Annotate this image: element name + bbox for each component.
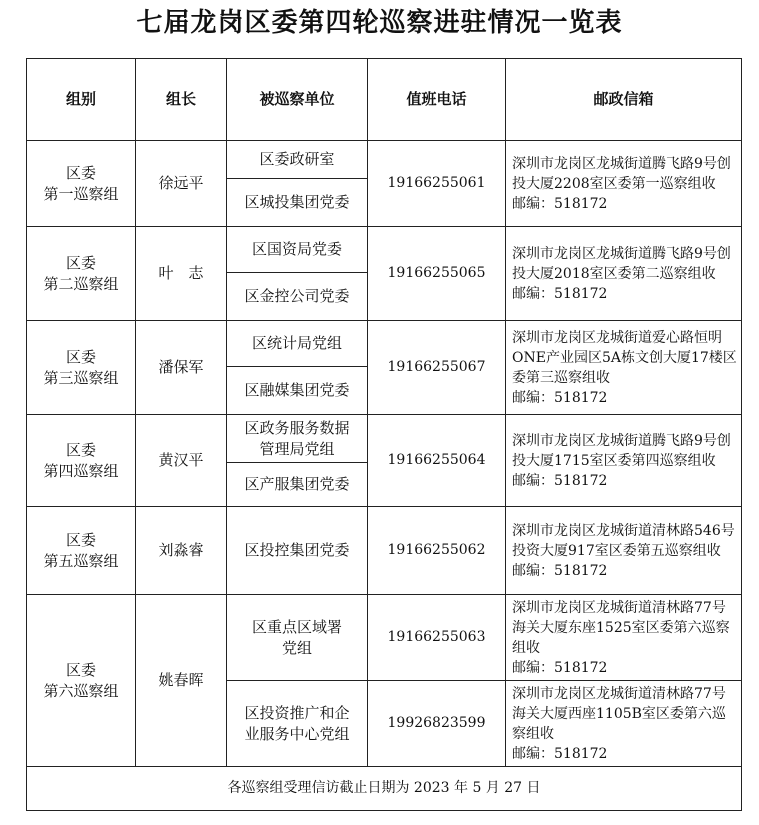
footer-row — [27, 767, 742, 811]
phone-cell: 19166255065 — [368, 227, 506, 321]
group-line1: 区委 — [65, 347, 96, 366]
group-cell — [27, 595, 136, 767]
unit-line: 党组 — [281, 638, 312, 657]
phone-cell: 19166255062 — [368, 507, 506, 595]
group-cell — [27, 415, 136, 507]
group-line2: 第三巡察组 — [43, 368, 119, 387]
header-leader: 组长 — [136, 59, 227, 141]
group-line2: 第六巡察组 — [43, 681, 119, 700]
leader-cell: 刘淼睿 — [136, 507, 227, 595]
table-row — [27, 507, 742, 595]
group-cell — [27, 507, 136, 595]
phone-cell: 19166255061 — [368, 141, 506, 227]
group-line2: 第四巡察组 — [43, 461, 119, 480]
address-text: 深圳市龙岗区龙城街道腾飞路9号创投大厦2208室区委第一巡察组收 — [512, 155, 731, 192]
leader-cell: 潘保军 — [136, 321, 227, 415]
table-row — [27, 595, 742, 681]
postcode-text: 邮编：518172 — [512, 562, 608, 579]
postcode-text: 邮编：518172 — [512, 472, 608, 489]
unit-cell — [227, 415, 368, 463]
unit-line: 管理局党组 — [259, 439, 335, 458]
group-line2: 第一巡察组 — [43, 184, 119, 203]
unit-cell — [227, 681, 368, 767]
unit-cell — [227, 321, 368, 367]
unit-line: 区投资推广和企 — [244, 703, 350, 722]
unit-cell — [227, 141, 368, 179]
group-cell — [27, 321, 136, 415]
group-line2: 第二巡察组 — [43, 274, 119, 293]
phone-cell: 19166255067 — [368, 321, 506, 415]
unit-line: 区城投集团党委 — [244, 193, 350, 211]
unit-line: 业服务中心党组 — [244, 724, 350, 743]
leader-cell: 姚春晖 — [136, 595, 227, 767]
group-line1: 区委 — [65, 253, 96, 272]
unit-line: 区统计局党组 — [251, 334, 342, 352]
leader-cell: 徐远平 — [136, 141, 227, 227]
unit-line: 区国资局党委 — [251, 240, 342, 258]
table-row — [27, 321, 742, 367]
group-line1: 区委 — [65, 440, 96, 459]
unit-cell — [227, 227, 368, 273]
unit-cell — [227, 463, 368, 507]
table-row — [27, 415, 742, 463]
postcode-text: 邮编：518172 — [512, 659, 608, 676]
address-cell — [506, 681, 742, 767]
unit-cell — [227, 367, 368, 415]
unit-cell — [227, 507, 368, 595]
address-cell — [506, 507, 742, 595]
leader-cell: 黄汉平 — [136, 415, 227, 507]
unit-line: 区投控集团党委 — [244, 541, 350, 559]
group-cell — [27, 141, 136, 227]
address-text: 深圳市龙岗区龙城街道腾飞路9号创投大厦2018室区委第二巡察组收 — [512, 245, 731, 282]
group-line2: 第五巡察组 — [43, 551, 119, 570]
header-row — [27, 59, 742, 141]
group-line1: 区委 — [65, 530, 96, 549]
address-text: 深圳市龙岗区龙城街道清林路546号投资大厦917室区委第五巡察组收 — [512, 522, 735, 559]
postcode-text: 邮编：518172 — [512, 745, 608, 762]
phone-cell: 19926823599 — [368, 681, 506, 767]
address-text: 深圳市龙岗区龙城街道清林路77号海关大厦西座1105B室区委第六巡察组收 — [512, 685, 726, 742]
unit-line: 区政务服务数据 — [244, 418, 350, 437]
header-mailbox: 邮政信箱 — [506, 59, 742, 141]
address-text: 深圳市龙岗区龙城街道清林路77号海关大厦东座1525室区委第六巡察组收 — [512, 599, 730, 656]
address-text: 深圳市龙岗区龙城街道腾飞路9号创投大厦1715室区委第四巡察组收 — [512, 432, 731, 469]
postcode-text: 邮编：518172 — [512, 285, 608, 302]
unit-cell — [227, 179, 368, 227]
group-cell — [27, 227, 136, 321]
inspection-table — [26, 58, 742, 811]
table-row — [27, 227, 742, 273]
header-group: 组别 — [27, 59, 136, 141]
address-cell — [506, 595, 742, 681]
leader-cell: 叶 志 — [136, 227, 227, 321]
header-unit: 被巡察单位 — [227, 59, 368, 141]
deadline-note: 各巡察组受理信访截止日期为 2023 年 5 月 27 日 — [27, 767, 742, 811]
unit-line: 区融媒集团党委 — [244, 381, 350, 399]
group-line1: 区委 — [65, 163, 96, 182]
address-cell — [506, 415, 742, 507]
phone-cell: 19166255064 — [368, 415, 506, 507]
unit-line: 区重点区域署 — [251, 617, 342, 636]
unit-cell — [227, 273, 368, 321]
address-cell — [506, 321, 742, 415]
group-line1: 区委 — [65, 660, 96, 679]
header-phone: 值班电话 — [368, 59, 506, 141]
postcode-text: 邮编：518172 — [512, 195, 608, 212]
address-cell — [506, 227, 742, 321]
table-row — [27, 141, 742, 179]
unit-line: 区金控公司党委 — [244, 287, 350, 305]
unit-cell — [227, 595, 368, 681]
address-text: 深圳市龙岗区龙城街道爱心路恒明ONE产业园区5A栋文创大厦17楼区委第三巡察组收 — [512, 329, 737, 386]
phone-cell: 19166255063 — [368, 595, 506, 681]
postcode-text: 邮编：518172 — [512, 389, 608, 406]
address-cell — [506, 141, 742, 227]
unit-line: 区产服集团党委 — [244, 475, 350, 493]
page-title: 七届龙岗区委第四轮巡察进驻情况一览表 — [136, 8, 623, 38]
unit-line: 区委政研室 — [259, 150, 335, 168]
